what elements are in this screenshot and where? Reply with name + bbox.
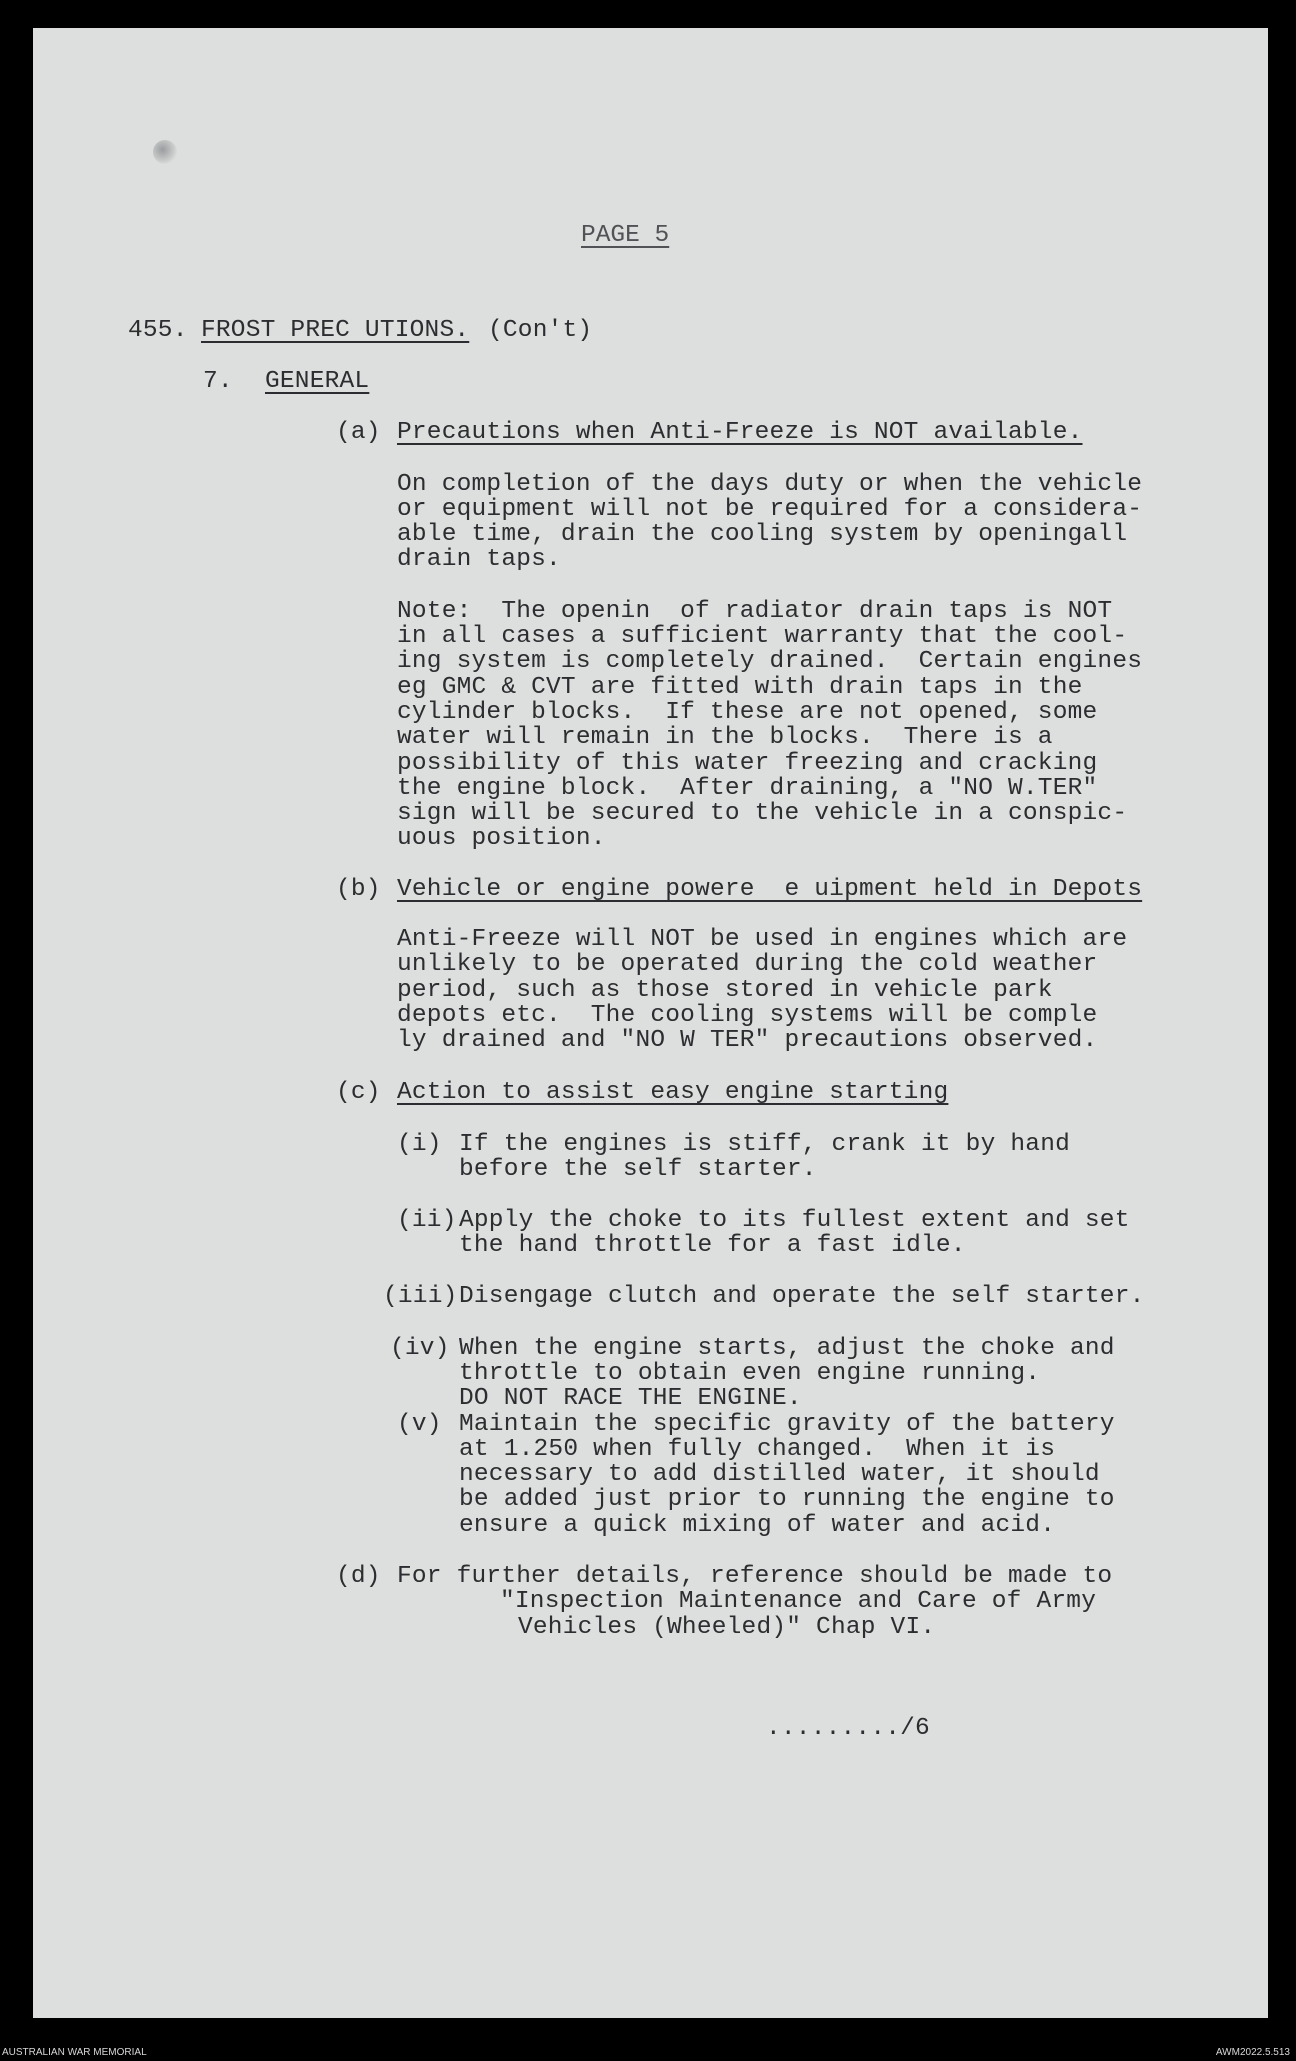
a-note-line: sign will be secured to the vehicle in a conspic- (397, 800, 1128, 827)
a-note-line: cylinder blocks. If these are not opened, some (397, 699, 1098, 726)
a-note-line: eg GMC & CVT are fitted with drain taps in the (397, 674, 1083, 701)
a-note-line: Note: The openin of radiator drain taps is NOT (397, 598, 1113, 625)
heading-suffix: (Con't) (488, 317, 593, 344)
heading-title: FROST PREC UTIONS. (201, 317, 470, 344)
c-item-line: When the engine starts, adjust the choke and (459, 1335, 1115, 1362)
b-title: Vehicle or engine powere e uipment held in Depots (397, 876, 1143, 903)
c-item-line: before the self starter. (459, 1156, 817, 1183)
paper-blemish (153, 140, 177, 164)
b-para-line: period, such as those stored in vehicle park (397, 977, 1053, 1004)
section-number: 7. (203, 368, 233, 395)
c-item-line: Disengage clutch and operate the self starter. (459, 1283, 1145, 1310)
section-title: GENERAL (265, 368, 370, 395)
c-item-line: necessary to add distilled water, it should (459, 1461, 1100, 1488)
page-label: PAGE 5 (581, 222, 670, 249)
d-line: For further details, reference should be made to (397, 1563, 1113, 1590)
a-para-line: able time, drain the cooling system by openingall (397, 521, 1128, 548)
a-note-line: in all cases a sufficient warranty that the cool- (397, 623, 1128, 650)
b-label: (b) (336, 876, 381, 903)
c-item-line: be added just prior to running the engine to (459, 1486, 1115, 1513)
b-para-line: ly drained and "NO W TER" precautions observed. (397, 1027, 1098, 1054)
b-para-line: Anti-Freeze will NOT be used in engines which are (397, 926, 1128, 953)
heading-number: 455. (128, 317, 188, 344)
b-para-line: unlikely to be operated during the cold weather (397, 951, 1098, 978)
c-label: (c) (336, 1079, 381, 1106)
c-item-line: ensure a quick mixing of water and acid. (459, 1512, 1056, 1539)
a-note-line: ing system is completely drained. Certain engines (397, 648, 1143, 675)
c-item-line: If the engines is stiff, crank it by hand (459, 1131, 1070, 1158)
c-item-line: the hand throttle for a fast idle. (459, 1232, 966, 1259)
c-item-line: Apply the choke to its fullest extent and set (459, 1207, 1130, 1234)
footer-left: AUSTRALIAN WAR MEMORIAL (2, 2047, 147, 2058)
c-item-line: DO NOT RACE THE ENGINE. (459, 1385, 802, 1412)
a-note-line: water will remain in the blocks. There is a (397, 724, 1053, 751)
c-item-number: (ii) (397, 1207, 457, 1234)
a-para-line: drain taps. (397, 546, 561, 573)
a-note-line: possibility of this water freezing and cracking (397, 750, 1098, 777)
a-para-line: On completion of the days duty or when the vehicle (397, 471, 1143, 498)
a-title: Precautions when Anti-Freeze is NOT available. (397, 419, 1083, 446)
c-item-line: Maintain the specific gravity of the battery (459, 1411, 1115, 1438)
c-item-number: (i) (397, 1131, 442, 1158)
d-label: (d) (336, 1563, 381, 1590)
footer-right: AWM2022.5.513 (1215, 2047, 1290, 2058)
a-para-line: or equipment will not be required for a considera- (397, 496, 1143, 523)
c-item-number: (iii) (383, 1283, 458, 1310)
c-item-line: at 1.250 when fully changed. When it is (459, 1436, 1056, 1463)
c-title: Action to assist easy engine starting (397, 1079, 949, 1106)
a-label: (a) (336, 419, 381, 446)
document-page (33, 28, 1268, 2018)
c-item-line: throttle to obtain even engine running. (459, 1360, 1041, 1387)
c-item-number: (v) (397, 1411, 442, 1438)
d-line: Vehicles (Wheeled)" Chap VI. (518, 1614, 936, 1641)
a-note-line: the engine block. After draining, a "NO W.TER" (397, 775, 1098, 802)
d-line: "Inspection Maintenance and Care of Army (500, 1588, 1097, 1615)
c-item-number: (iv) (390, 1335, 450, 1362)
continuation-marker: ........./6 (766, 1715, 930, 1742)
a-note-line: uous position. (397, 825, 606, 852)
b-para-line: depots etc. The cooling systems will be comple (397, 1002, 1098, 1029)
